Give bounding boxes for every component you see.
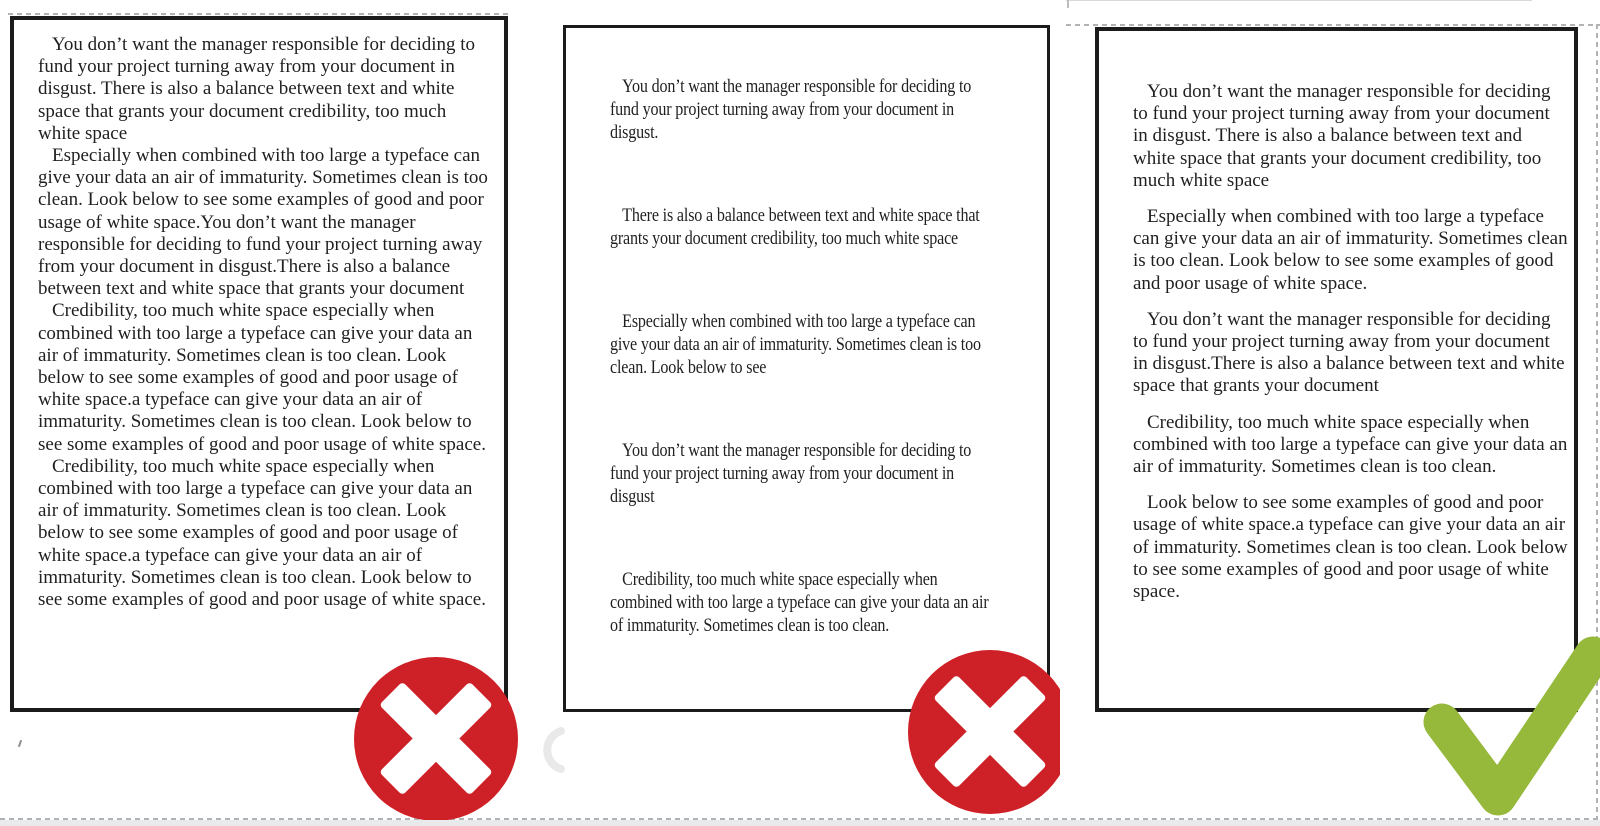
check-icon	[1380, 635, 1600, 826]
paragraph: You don’t want the manager responsible for deciding to fund your project turning away from your document in disgust.	[610, 77, 972, 143]
page-text-block	[1133, 81, 1568, 603]
paragraph: Especially when combined with too large a typeface can give your data an air of immaturity. Sometimes clean is too clean. Look below to see	[610, 312, 981, 378]
paragraph: Especially when combined with too large a typeface can give your data an air of immaturity. Sometimes clean is too clean. Look below to see some examples of good and poor usage of white space.	[1133, 206, 1568, 294]
paragraph: You don’t want the manager responsible for deciding to fund your project turning away from your document in disgust. There is also a balance between text and white space that grants your document credibility, too much white space	[38, 34, 476, 144]
x-icon	[908, 650, 1060, 814]
paragraph: Credibility, too much white space especially when combined with too large a typeface can give your data an air of immaturity. Sometimes clean is too clean. Look below to see some examples of good and poor usage of white space.a typeface can give your data an air of immaturity. Sometimes clean is too clean. Look below to see some examples of good and poor usage of white space.	[38, 300, 486, 455]
document-page-sparse	[563, 25, 1050, 712]
marquee-top-right	[1066, 24, 1600, 26]
paragraph: There is also a balance between text and white space that grants your document credibility, too much white space	[610, 206, 980, 249]
paragraph: You don’t want the manager responsible for deciding to fund your project turning away from your document in disgust	[610, 441, 972, 507]
document-page-dense	[10, 16, 508, 712]
top-edge-line	[1066, 0, 1532, 1]
bottom-edge-band	[0, 820, 1600, 826]
top-edge-tick	[1067, 0, 1069, 8]
stray-mark	[18, 740, 22, 747]
marquee-top-left	[8, 13, 512, 15]
page-text-block	[38, 34, 492, 611]
paragraph: Credibility, too much white space especially when combined with too large a typeface can give your data an air of immaturity. Sometimes clean is too clean. Look below to see some examples of good and poor usage of white space.a typeface can give your data an air of immaturity. Sometimes clean is too clean. Look below to see some examples of good and poor usage of white space.	[38, 455, 486, 611]
paragraph: Credibility, too much white space especially when combined with too large a typeface can give your data an air of immaturity. Sometimes clean is too clean.	[1133, 411, 1568, 478]
x-icon	[354, 657, 518, 821]
paragraph: Especially when combined with too large a typeface can give your data an air of immaturity. Sometimes clean is too clean. Look below to see some examples of good and poor usage of white space.You don’t want the manager responsible for deciding to fund your project turning away from your document in disgust.There is also a balance between text and white space that grants your document	[38, 145, 488, 300]
paragraph: Look below to see some examples of good and poor usage of white space.a typeface can give your data an air of immaturity. Sometimes clean is too clean. Look below to see some examples of good and poor usage of white space.	[1133, 492, 1568, 603]
paragraph: You don’t want the manager responsible for deciding to fund your project turning away from your document in disgust.There is also a balance between text and white space that grants your document	[1133, 308, 1565, 397]
ghost-circle-arc	[535, 720, 575, 780]
document-page-balanced	[1095, 27, 1578, 712]
paragraph: You don’t want the manager responsible for deciding to fund your project turning away from your document in disgust. There is also a balance between text and white space that grants your document credibility, too much white space	[1133, 81, 1551, 191]
page-text-block	[610, 76, 1002, 638]
paragraph: Credibility, too much white space especially when combined with too large a typeface can give your data an air of immaturity. Sometimes clean is too clean.	[610, 570, 989, 636]
